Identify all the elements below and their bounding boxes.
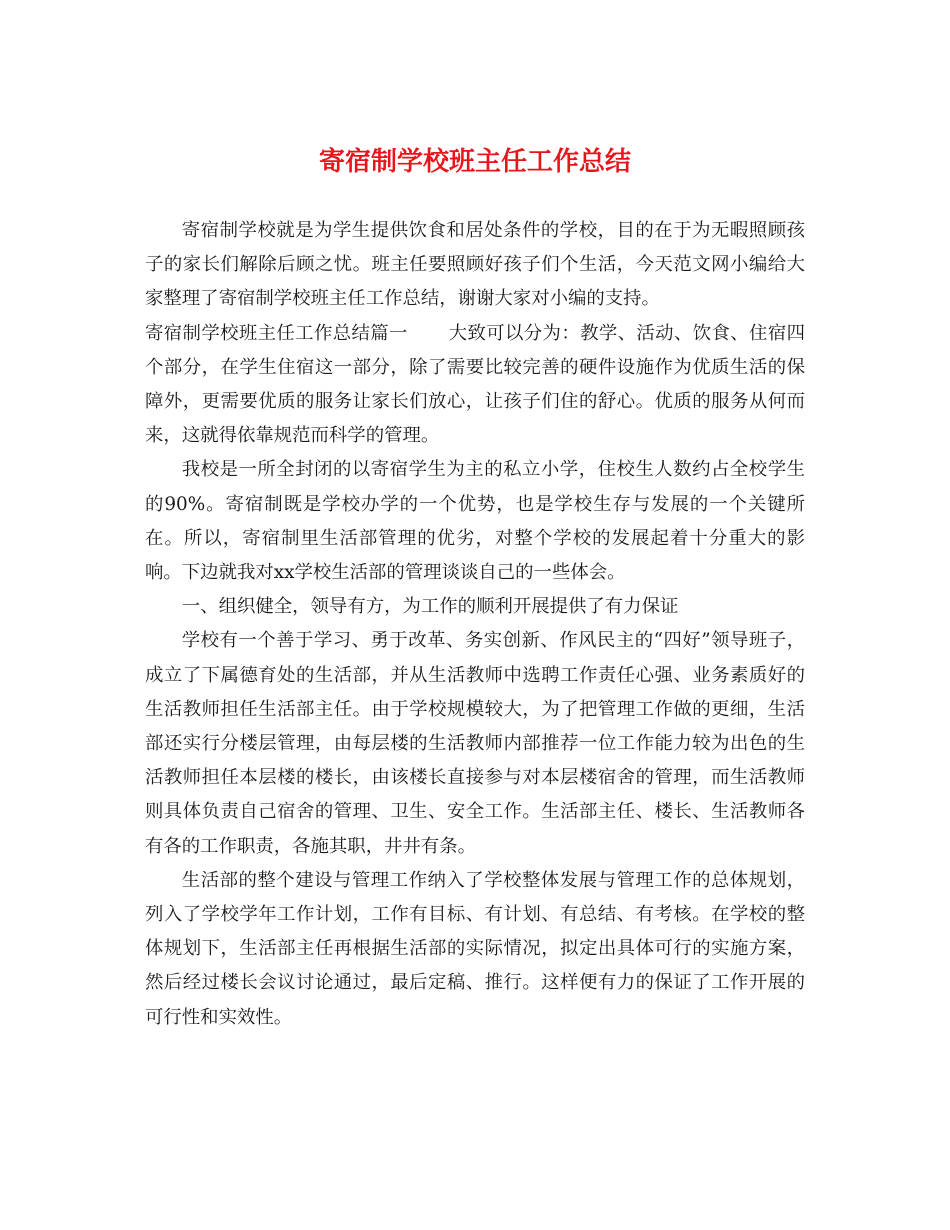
document-body xyxy=(145,214,805,1035)
paragraph-school-overview: 我校是一所全封闭的以寄宿学生为主的私立小学，住校生人数约占全校学生的90%。寄宿制既是学校办学的一个优势，也是学校生存与发展的一个关键所在。所以，寄宿制里生活部管理的优劣，对整个学校的发展起着十分重大的影响。下边就我对xx学校生活部的管理谈谈自己的一些体会。 xyxy=(145,459,805,584)
paragraph-heading-organization: 一、组织健全，领导有方，为工作的顺利开展提供了有力保证 xyxy=(181,596,679,618)
paragraph-leadership: 学校有一个善于学习、勇于改革、务实创新、作风民主的“四好”领导班子，成立了下属德育处的生活部，并从生活教师中选聘工作责任心强、业务素质好的生活教师担任生活部主任。由于学校规模较大，为了把管理工作做的更细，生活部还实行分楼层管理，由每层楼的生活教师内部推荐一位工作能力较为出色的生活教师担任本层楼的楼长，由该楼长直接参与对本层楼宿舍的管理，而生活教师则具体负责自己宿舍的管理、卫生、安全工作。生活部主任、楼长、生活教师各有各的工作职责，各施其职，井井有条。 xyxy=(145,630,805,857)
paragraph-intro: 寄宿制学校就是为学生提供饮食和居处条件的学校，目的在于为无暇照顾孩子的家长们解除后顾之忧。班主任要照顾好孩子们个生活，今天范文网小编给大家整理了寄宿制学校班主任工作总结，谢谢大家对小编的支持。 xyxy=(145,220,805,310)
document-title: 寄宿制学校班主任工作总结 xyxy=(318,147,631,177)
section-heading: 寄宿制学校班主任工作总结篇一 xyxy=(145,322,408,344)
section-intro: 大致可以分为：教学、活动、饮食、住宿四个部分，在学生住宿这一部分，除了需要比较完善的硬件设施作为优质生活的保障外，更需要优质的服务让家长们放心，让孩子们住的舒心。优质的服务从何而来，这就得依靠规范而科学的管理。 xyxy=(145,322,805,447)
paragraph-section-one xyxy=(145,317,805,454)
paragraph-planning: 生活部的整个建设与管理工作纳入了学校整体发展与管理工作的总体规划，列入了学校学年工作计划，工作有目标、有计划、有总结、有考核。在学校的整体规划下，生活部主任再根据生活部的实际情况，拟定出具体可行的实施方案，然后经过楼长会议讨论通过，最后定稿、推行。这样便有力的保证了工作开展的可行性和实效性。 xyxy=(145,869,805,1028)
